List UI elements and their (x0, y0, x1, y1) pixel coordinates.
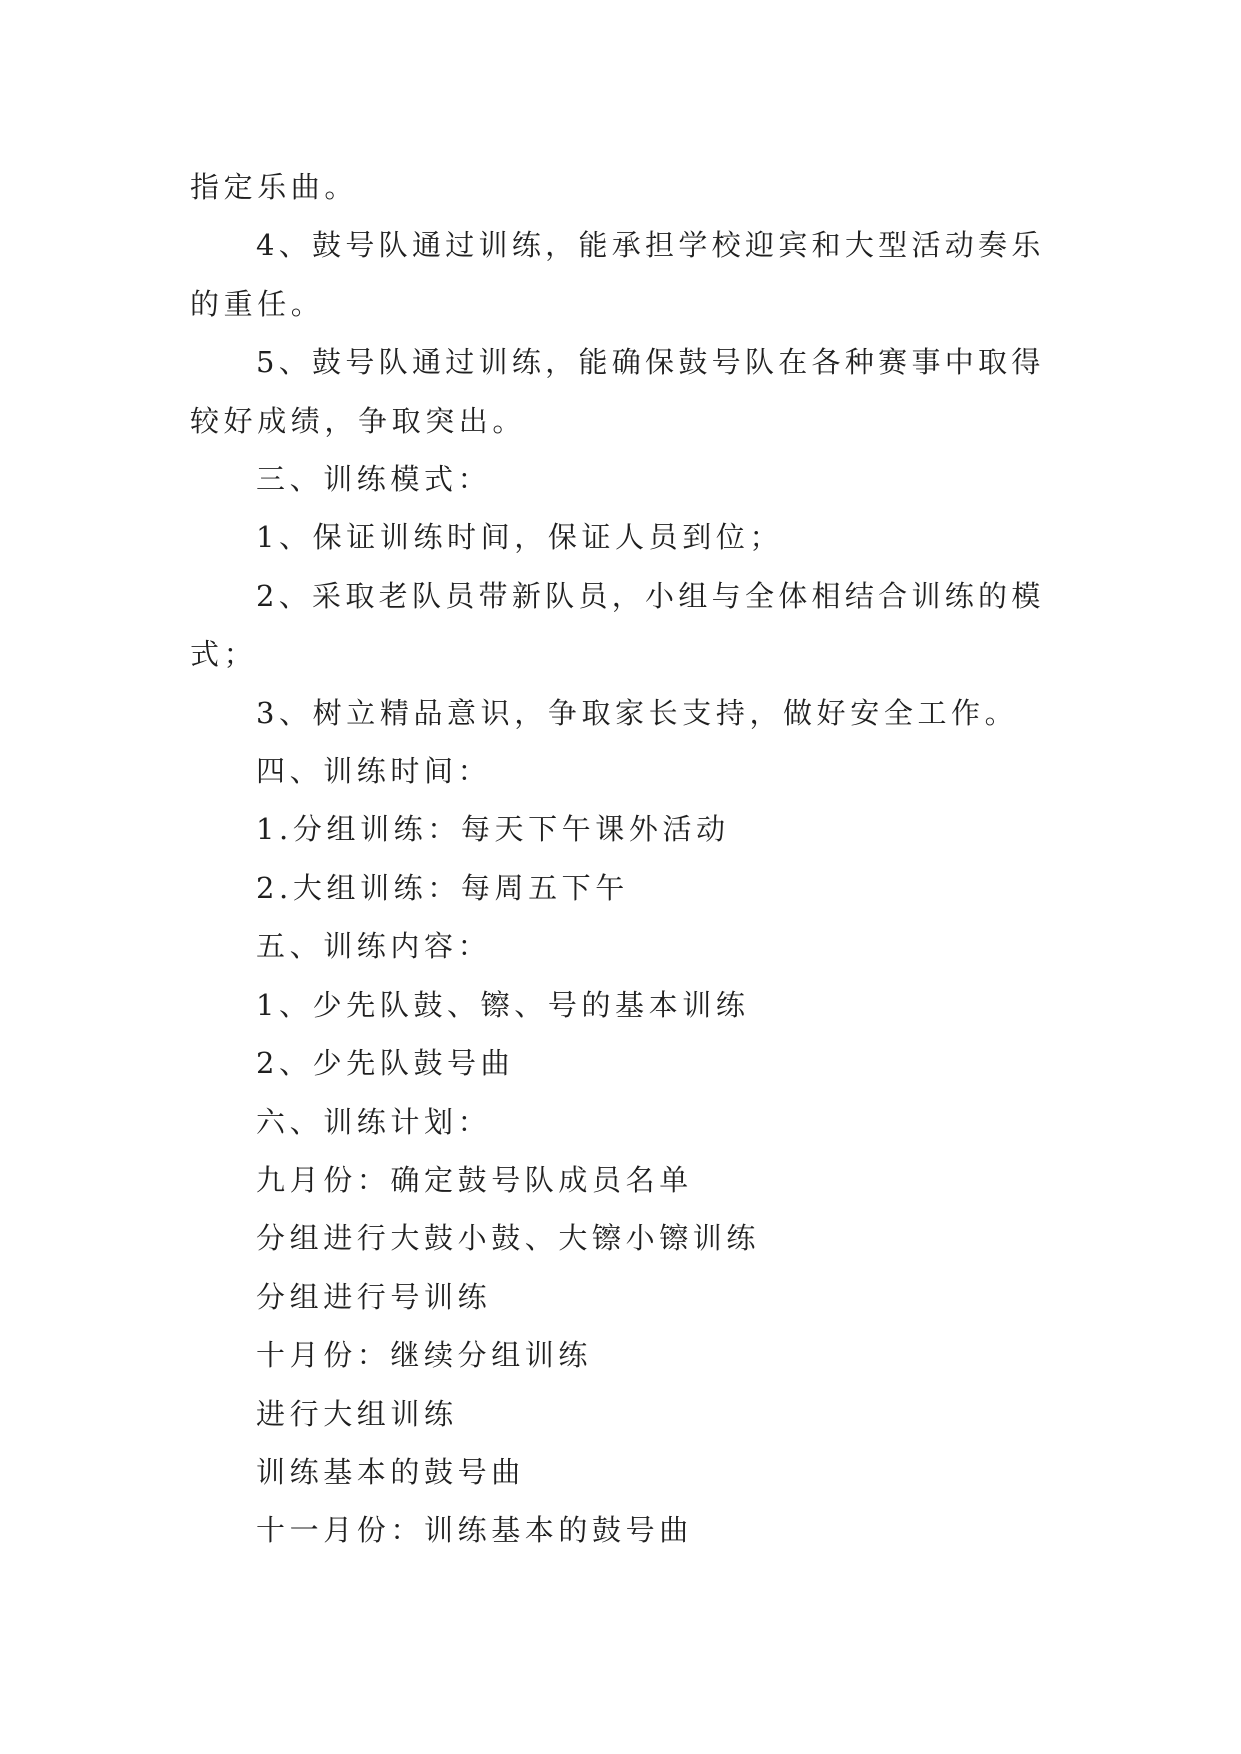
section-heading: 五、训练内容： (256, 929, 492, 964)
body-line: 较好成绩，争取突出。 (190, 403, 527, 438)
body-line: 1、保证训练时间，保证人员到位； (256, 520, 784, 555)
section-heading: 六、训练计划： (256, 1104, 492, 1139)
body-line: 训练基本的鼓号曲 (256, 1454, 525, 1489)
body-line: 指定乐曲。 (190, 170, 359, 204)
body-line: 1、少先队鼓、镲、号的基本训练 (256, 987, 750, 1022)
body-line: 4、鼓号队通过训练，能承担学校迎宾和大型活动奏乐 (256, 228, 1045, 263)
body-line: 十月份：继续分组训练 (256, 1338, 593, 1373)
body-line: 1.分组训练：每天下午课外活动 (256, 812, 730, 847)
body-line: 3、树立精品意识，争取家长支持，做好安全工作。 (256, 695, 1019, 730)
body-line: 进行大组训练 (256, 1396, 458, 1431)
body-line: 式； (190, 637, 258, 672)
section-heading: 四、训练时间： (256, 754, 492, 789)
body-line: 分组进行大鼓小鼓、大镲小镲训练 (256, 1221, 761, 1256)
body-line: 十一月份：训练基本的鼓号曲 (256, 1513, 693, 1548)
body-line: 的重任。 (190, 286, 325, 321)
body-line: 分组进行号训练 (256, 1279, 492, 1314)
body-line: 2、采取老队员带新队员，小组与全体相结合训练的模 (256, 578, 1045, 613)
body-line: 2、少先队鼓号曲 (256, 1046, 515, 1081)
document-body (190, 158, 1048, 1560)
section-heading: 三、训练模式： (256, 462, 492, 497)
body-line: 九月份：确定鼓号队成员名单 (256, 1162, 693, 1197)
body-line: 5、鼓号队通过训练，能确保鼓号队在各种赛事中取得 (256, 345, 1045, 380)
body-line: 2.大组训练：每周五下午 (256, 870, 629, 905)
